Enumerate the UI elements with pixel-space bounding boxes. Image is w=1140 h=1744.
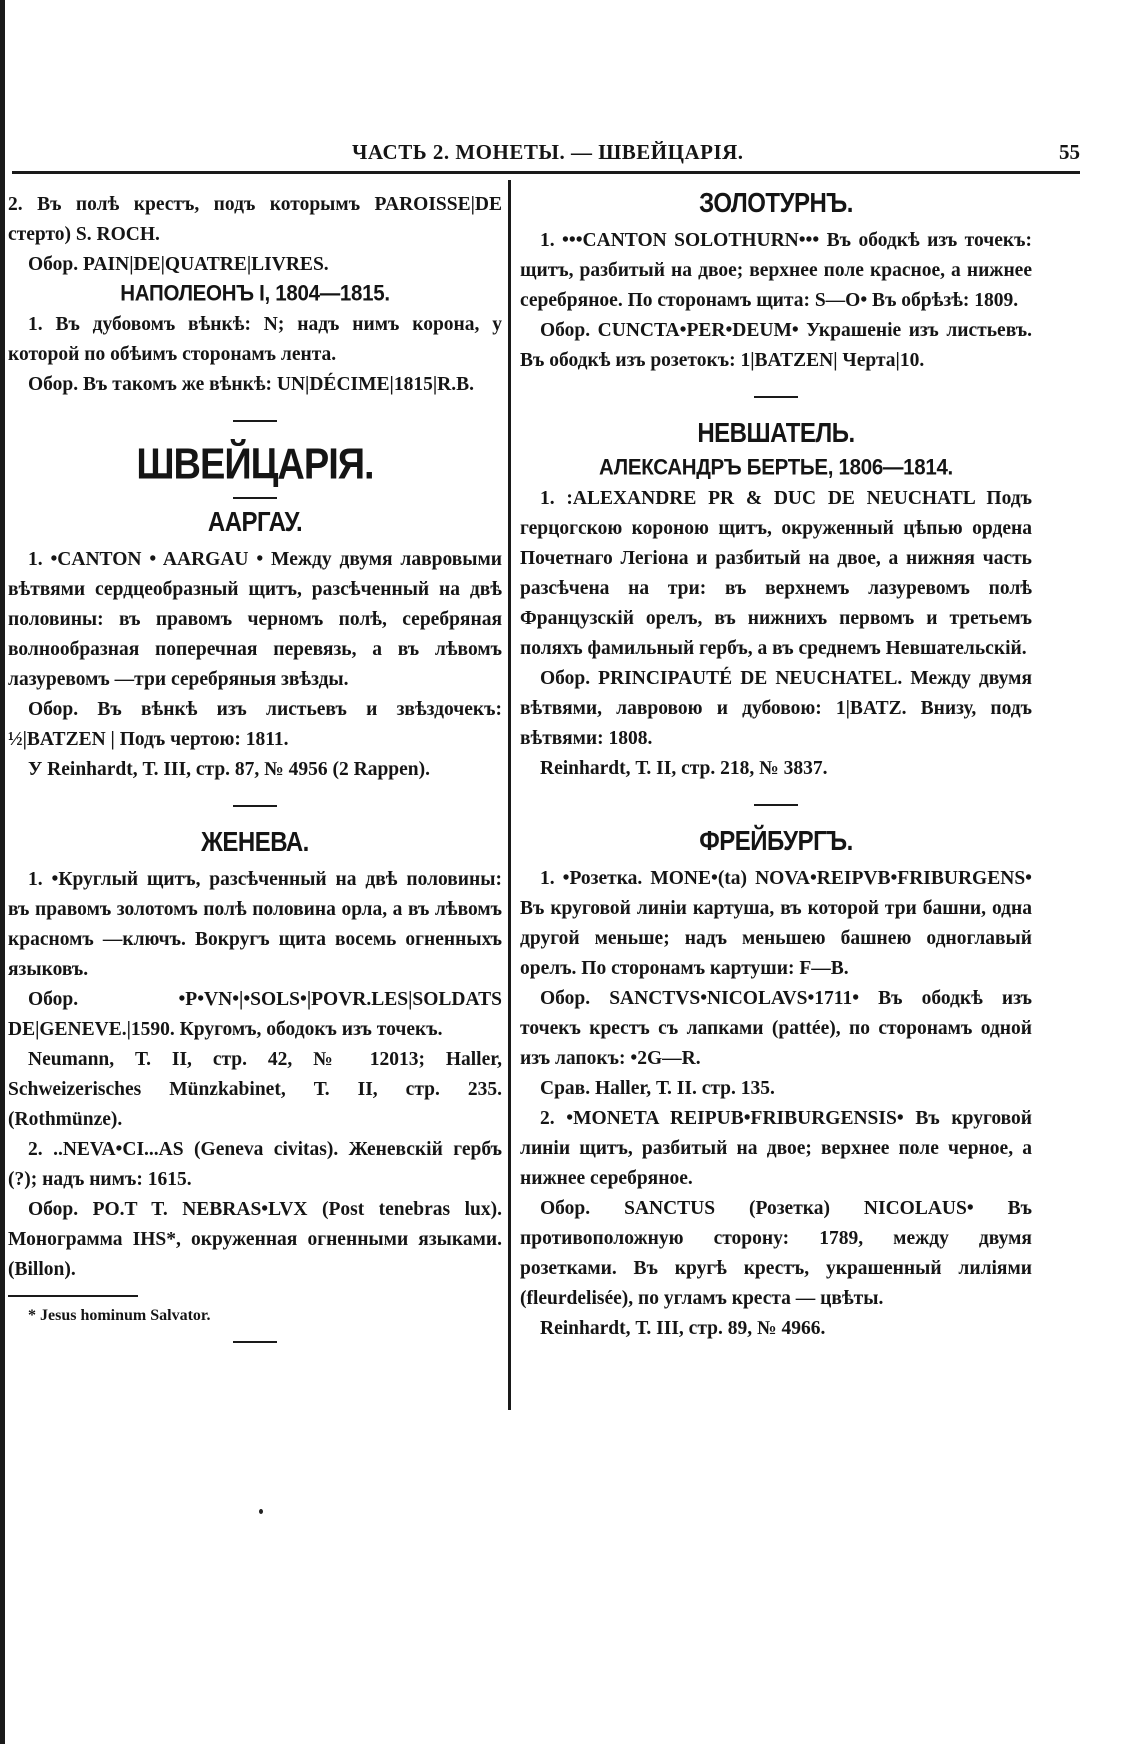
footnote: * Jesus hominum Salvator. (28, 1306, 211, 1324)
header-title: ЧАСТЬ 2. МОНЕТЫ. — ШВЕЙЦАРІЯ. (352, 140, 744, 164)
reference: Neumann, Т. II, стр. 42, № 12013; Haller, Schweizerisches Münzkabinet, Т. II, стр. 235. (Rothmünze). (8, 1049, 502, 1130)
page-edge-bar (0, 0, 5, 1744)
obverse-paragraph: Обор. PO.T T. NEBRAS•LVX (Post tenebras lux). Монограмма IHS*, окруженная огненными языками. (Billon). (8, 1199, 502, 1280)
obverse-paragraph: Обор. •P•VN•|•SOLS•|POVR.LES|SOLDATS DE|GENEVE.|1590. Кругомъ, ободокъ изъ точекъ. (8, 989, 502, 1040)
section-heading-geneva: ЖЕНЕВА. (201, 826, 309, 858)
left-column (8, 190, 502, 1365)
footnote-rule (8, 1295, 138, 1297)
paragraph: 1. •Розетка. MONE•(ta) NOVA•REIPVB•FRIBURGENS• Въ круговой линіи картуша, въ которой три башни, одна другой меньше; надъ меньшею башнею одноглавый орелъ. По сторонамъ картуши: F—B. (520, 868, 1032, 979)
page-number: 55 (1059, 140, 1080, 164)
paragraph: 1. •••CANTON SOLOTHURN••• Въ ободкѣ изъ точекъ: щитъ, разбитый на двое; верхнее поле красное, а нижнее серебряное. По сторонамъ щита: S—O• Въ обрѣзѣ: 1809. (520, 230, 1032, 311)
chapter-heading-switzerland: ШВЕЙЦАРІЯ. (136, 440, 374, 490)
obverse-paragraph: Обор. PRINCIPAUTÉ DE NEUCHATEL. Между двумя вѣтвями, лавровою и дубовою: 1|BATZ. Внизу, подъ вѣтвями: 1808. (520, 668, 1032, 749)
reference: Reinhardt, Т. II, стр. 218, № 3837. (540, 758, 828, 779)
obverse-paragraph: Обор. SANCTUS (Розетка) NICOLAUS• Въ противоположную сторону: 1789, между двумя розетками. Въ кругѣ крестъ, украшенный лиліями (fleurdelisée), по угламъ креста — цвѣты. (520, 1198, 1032, 1309)
obverse-paragraph: Обор. CUNCTA•PER•DEUM• Украшеніе изъ листьевъ. Въ ободкѣ изъ розетокъ: 1|BATZEN| Черта|10. (520, 320, 1032, 371)
end-rule (233, 1341, 277, 1343)
paragraph: 2. Въ полѣ крестъ, подъ которымъ PAROISSE|DE стерто) S. ROCH. (8, 194, 502, 245)
paragraph: 1. Въ дубовомъ вѣнкѣ: N; надъ нимъ корона, у которой по обѣимъ сторонамъ лента. (8, 314, 502, 365)
obverse-paragraph: Обор. Въ такомъ же вѣнкѣ: UN|DÉCIME|1815|R.B. (28, 374, 474, 395)
subsection-heading-berthier: АЛЕКСАНДРЪ БЕРТЬЕ, 1806—1814. (599, 454, 953, 481)
running-header (12, 134, 1080, 174)
section-rule (754, 396, 798, 398)
section-rule (233, 497, 277, 499)
section-rule (233, 420, 277, 422)
paragraph: 1. :ALEXANDRE PR & DUC DE NEUCHATL Подъ герцогскою короною щитъ, окруженный цѣпью ордена Почетнаго Легіона и разбитый на двое, а нижняя часть разсѣчена на три: въ верхнемъ лазуревомъ полѣ Французскій орелъ, въ нижнихъ первомъ и третьемъ поляхъ фамильный гербъ, а въ среднемъ Невшательскій. (520, 488, 1032, 659)
reference: Reinhardt, Т. III, стр. 89, № 4966. (540, 1318, 826, 1339)
section-heading-fribourg: ФРЕЙБУРГЪ. (699, 825, 853, 857)
reference: У Reinhardt, Т. III, стр. 87, № 4956 (2 Rappen). (28, 759, 431, 780)
obverse-paragraph: Обор. PAIN|DE|QUATRE|LIVRES. (28, 254, 329, 275)
paragraph: 2. ..NEVA•CI...AS (Geneva civitas). Женевскій гербъ (?); надъ нимъ: 1615. (8, 1139, 502, 1190)
section-rule (754, 804, 798, 806)
right-column (520, 187, 1032, 1344)
paragraph: 2. •MONETA REIPUB•FRIBURGENSIS• Въ круговой линіи щитъ, разбитый на двое; верхнее поле черное, а нижнее серебряное. (520, 1108, 1032, 1189)
obverse-paragraph: Обор. Въ вѣнкѣ изъ листьевъ и звѣздочекъ: ½|BATZEN | Подъ чертою: 1811. (8, 699, 502, 750)
paragraph: 1. •Круглый щитъ, разсѣченный на двѣ половины: въ правомъ золотомъ полѣ половина орла, а въ лѣвомъ красномъ —ключъ. Вокругъ щита восемь огненныхъ языковъ. (8, 869, 502, 980)
column-divider (508, 180, 511, 1410)
obverse-paragraph: Обор. SANCTVS•NICOLAVS•1711• Въ ободкѣ изъ точекъ крестъ съ лапками (pattée), по сторонамъ одной изъ лапокъ: •2G—R. (520, 988, 1032, 1069)
section-rule (233, 805, 277, 807)
section-heading-neuchatel: НЕВШАТЕЛЬ. (697, 417, 855, 449)
section-heading-napoleon: НАПОЛЕОНЪ I, 1804—1815. (120, 280, 390, 307)
paragraph: 1. •CANTON • AARGAU • Между двумя лавровыми вѣтвями сердцеобразный щитъ, разсѣченный на двѣ половины: въ правомъ черномъ полѣ, серебряная волнообразная поперечная перевязь, а въ лѣвомъ лазуревомъ —три серебряныя звѣзды. (8, 549, 502, 690)
ink-speck (259, 1509, 263, 1514)
section-heading-solothurn: ЗОЛОТУРНЪ. (699, 187, 853, 219)
header-rule (12, 171, 1080, 174)
reference: Срав. Haller, Т. II. стр. 135. (540, 1078, 775, 1099)
section-heading-aargau: ААРГАУ. (207, 506, 303, 538)
